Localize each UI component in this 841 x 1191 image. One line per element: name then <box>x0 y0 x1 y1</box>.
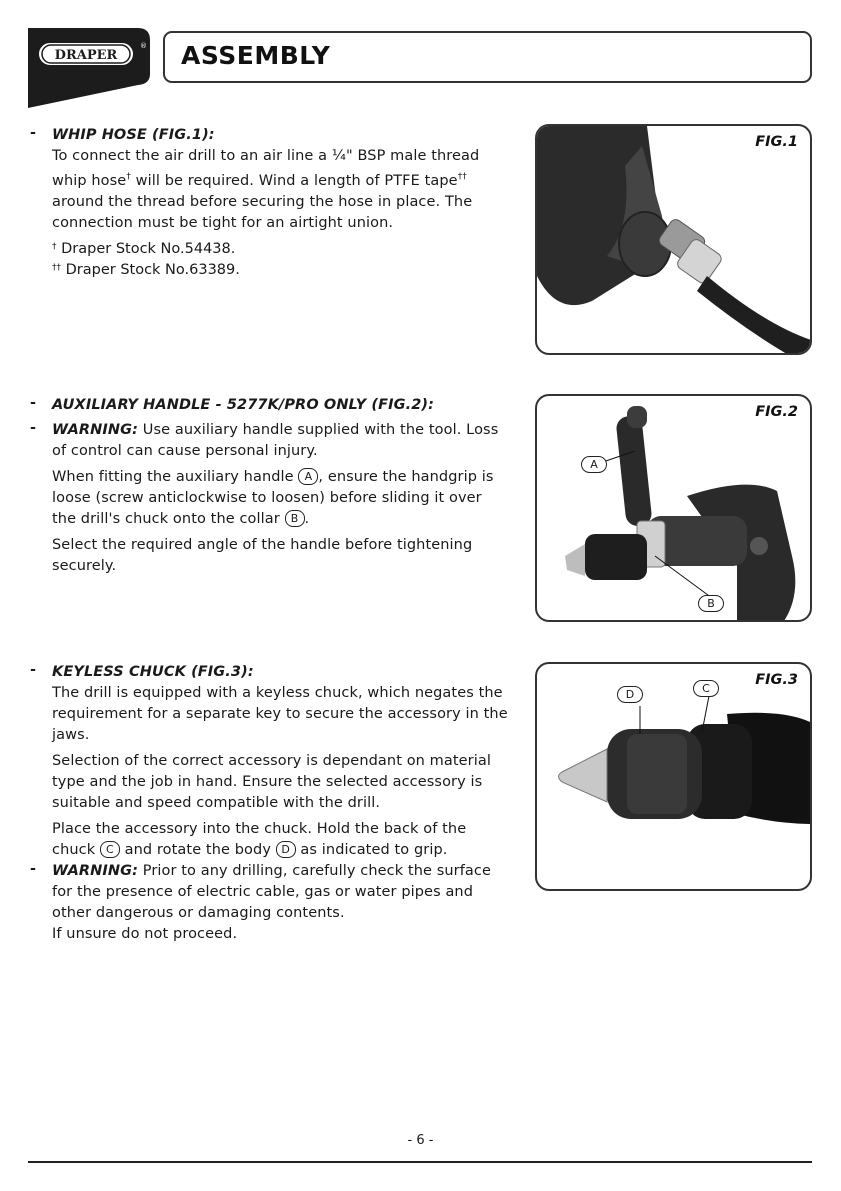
figure-3 <box>535 662 812 891</box>
section-body: Selection of the correct accessory is dependant on material type and the job in hand. Ensure the selected accessory is suitable and speed compatible with the drill. <box>52 753 491 811</box>
footnote: †† Draper Stock No.63389. <box>52 261 240 278</box>
callout-d: D <box>617 686 643 703</box>
warning-text: WARNING: Prior to any drilling, carefully check the surface for the presence of electric cable, gas or water pipes and other dangerous or damaging contents. <box>52 863 492 921</box>
section-auxiliary-handle: - AUXILIARY HANDLE - 5277K/PRO ONLY (FIG.2): - WARNING: Use auxiliary handle supplied with the tool. Loss of control can cause personal injury. When fitting the auxiliary handle A , ensure the handgrip is loose (screw anticlockwise to loosen) before sliding it over the drill's chuck onto the collar B . Select the required angle of the handle before tightening securely. <box>30 395 508 582</box>
logo-text: DRAPER <box>54 48 118 63</box>
figure-label: FIG.2 <box>755 404 798 420</box>
callout-a: A <box>581 456 607 473</box>
callout-c: C <box>693 680 719 697</box>
warning-text: WARNING: Use auxiliary handle supplied with the tool. Loss of control can cause personal injury. <box>52 422 499 459</box>
callout-ref: D <box>276 841 296 858</box>
footer-rule <box>28 1161 812 1163</box>
section-heading: KEYLESS CHUCK (FIG.3): <box>52 664 254 680</box>
section-whip-hose: - WHIP HOSE (FIG.1): To connect the air drill to an air line a ¼" BSP male thread whip hose† will be required. Wind a length of PTFE tape†† around the thread before securing the hose in place. The connection must be tight for an airtight union. † Draper Stock No.54438. †† Draper Stock No.63389. <box>30 125 508 281</box>
section-heading: AUXILIARY HANDLE - 5277K/PRO ONLY (FIG.2): <box>52 397 435 413</box>
callout-ref: A <box>298 468 318 485</box>
figure-1 <box>535 124 812 355</box>
registered-mark: ® <box>140 42 147 50</box>
page-title-box <box>163 31 812 83</box>
callout-b: B <box>698 595 724 612</box>
section-body: Select the required angle of the handle before tightening securely. <box>52 537 473 574</box>
callout-ref: B <box>285 510 305 527</box>
warning-tail: If unsure do not proceed. <box>52 926 238 942</box>
page-number: - 6 - <box>407 1133 434 1148</box>
figure-2 <box>535 394 812 622</box>
page-title: ASSEMBLY <box>181 41 331 70</box>
section-body: When fitting the auxiliary handle A , ensure the handgrip is loose (screw anticlockwise to loosen) before sliding it over the drill's chuck onto the collar B . <box>52 469 494 527</box>
section-body: To connect the air drill to an air line a ¼" BSP male thread whip hose† will be required. Wind a length of PTFE tape†† around the thread before securing the hose in place. The connection must be tight for an airtight union. <box>52 148 480 231</box>
draper-logo <box>28 28 150 108</box>
section-heading: WHIP HOSE (FIG.1): <box>52 127 215 143</box>
section-keyless-chuck: - KEYLESS CHUCK (FIG.3): The drill is equipped with a keyless chuck, which negates the requirement for a separate key to secure the accessory in the jaws. Selection of the correct accessory is dependant on material type and the job in hand. Ensure the selected accessory is suitable and speed compatible with the drill. Place the accessory into the chuck. Hold the back of the chuck C and rotate the body D as indicated to grip. - WARNING: Prior to any drilling, carefully check the surface for the presence of electric cable, gas or water pipes and other dangerous or damaging contents. If unsure do not proceed. <box>30 662 508 950</box>
figure-label: FIG.3 <box>755 672 798 688</box>
callout-ref: C <box>100 841 120 858</box>
figure-label: FIG.1 <box>755 134 798 150</box>
section-body: The drill is equipped with a keyless chuck, which negates the requirement for a separate key to secure the accessory in the jaws. <box>52 685 508 743</box>
section-body: Place the accessory into the chuck. Hold the back of the chuck C and rotate the body D as indicated to grip. <box>52 821 467 858</box>
footnote: † Draper Stock No.54438. <box>52 240 236 257</box>
